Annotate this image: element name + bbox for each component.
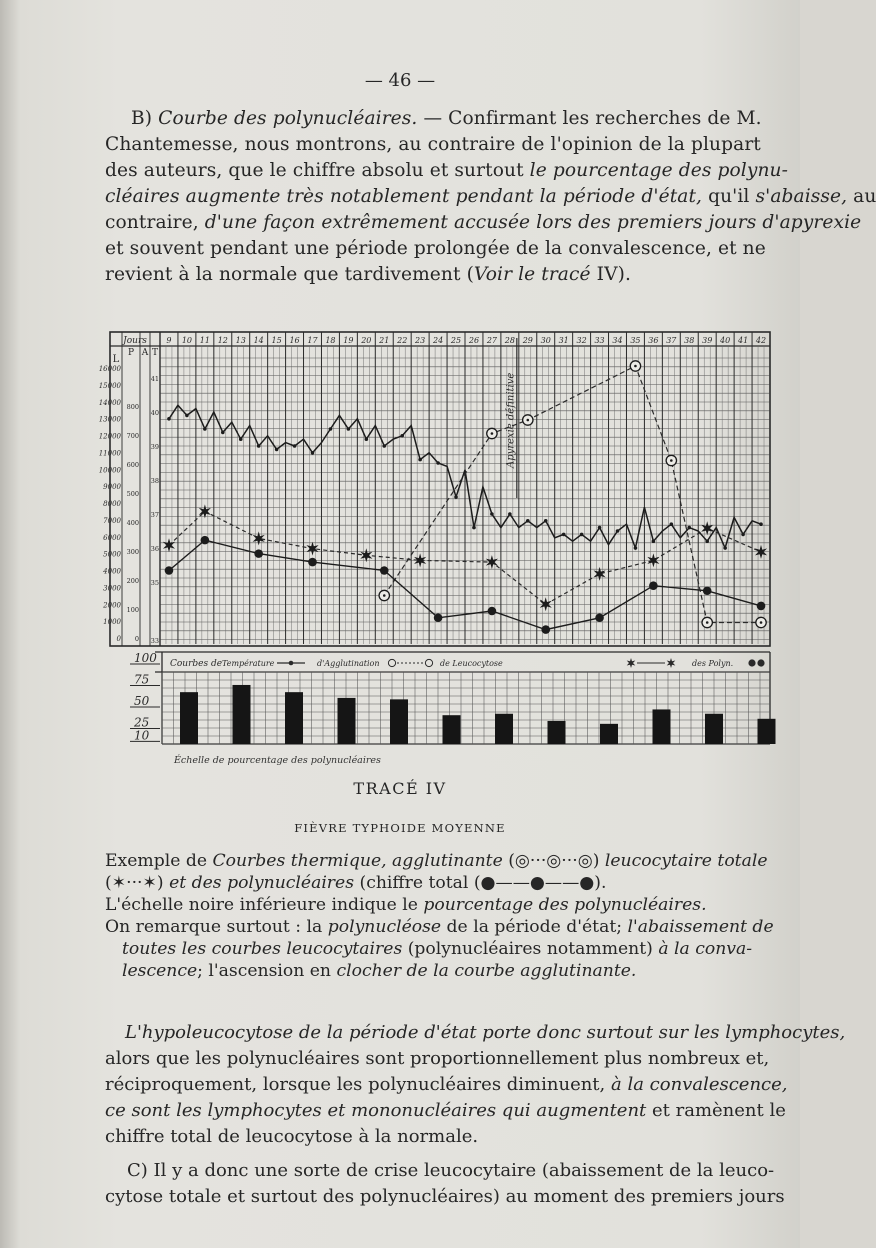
day-label: 42 [755,336,767,345]
day-label: 21 [379,336,390,345]
polynuclear-point [703,586,712,595]
leuco-tick-label: 8000 [103,500,121,508]
leuco-axis-header: L [112,354,120,365]
para1-line2: Chantemesse, nous montrons, au contraire de l'opinion de la plupart [105,134,761,155]
temperature-point [365,437,369,441]
pulse-tick-label: 700 [126,432,139,440]
day-label: 30 [540,336,551,345]
agglutination-point-center [706,621,709,624]
temperature-point [167,417,171,421]
day-label: 38 [684,336,695,345]
agglutination-point-center [383,594,386,597]
leuco-tick-label: 5000 [103,550,121,559]
agglutination-point-center [491,432,494,435]
temp-tick-label: 38 [150,477,159,485]
pulse-tick-label: 800 [126,403,139,411]
temperature-point [508,512,512,516]
scale-caption: Échelle de pourcentage des polynucléaires [174,755,381,766]
temperature-point [759,522,763,526]
day-label: 24 [432,336,444,345]
para1-line7: revient à la normale que tardivement (Voir le tracé IV). [105,264,631,285]
para2-line5: chiffre total de leucocytose à la normale. [105,1126,479,1147]
temp-tick-label: 39 [150,443,159,451]
scale-tick-label: 100 [134,651,157,665]
percent-bar [443,715,461,744]
scale-tick-label: 75 [134,672,150,687]
agglutination-point-center [634,365,637,368]
scale-tick-label: 50 [134,694,150,708]
day-label: 40 [720,336,731,345]
day-label: 22 [397,336,408,345]
temperature-point [275,448,279,452]
leuco-tick-label: 14000 [98,398,121,407]
leuco-tick-label: 2000 [103,601,121,610]
temperature-point [400,434,404,438]
pulse-tick-label: 600 [126,461,139,469]
day-label: 25 [450,336,462,345]
para1-line1: B) Courbe des polynucléaires. — Confirmant les recherches de M. [131,108,762,129]
temperature-point [293,444,297,448]
para1-line4: cléaires augmente très notablement pendant la période d'état, qu'il s'abaisse, au [105,186,876,207]
day-label: 18 [325,336,336,345]
para2-line3: réciproquement, lorsque les polynucléaires diminuent, à la convalescence, [105,1074,788,1095]
temperature-point [490,512,494,516]
temperature-point [634,546,638,550]
polynuclear-point [649,581,658,590]
temperature-point [418,458,422,462]
temp-tick-label: 41 [150,375,159,383]
leuco-tick-label: 15000 [98,381,121,390]
polynuclear-point [757,602,766,611]
percent-bar [758,719,776,744]
temperature-point [203,427,207,431]
legend-agglu-marker [388,659,395,666]
polynuclear-point [308,558,317,567]
polynuclear-point [434,613,443,622]
leuco-tick-label: 9000 [103,483,121,492]
temperature-point [544,519,548,523]
agglutination-point-center [526,419,529,422]
legend-poly-marker-end [757,659,764,666]
day-label: 28 [504,336,515,345]
percent-bar [180,692,198,744]
agglutination-point-center [760,621,763,624]
day-label: 11 [199,336,210,345]
polynuclear-point [595,613,604,622]
temperature-point [311,451,315,455]
page-number: — 46 — [364,70,436,91]
temperature-point [329,427,333,431]
percent-bar [285,692,303,744]
day-label: 39 [702,336,713,345]
polynuclear-point [488,607,497,616]
apyrexie-annotation: Apyrexie définitive [505,372,517,468]
temperature-point [257,444,261,448]
temp-tick-label: 35 [150,579,159,587]
temp-axis-header: T [151,348,159,358]
leucocytosis-point [486,555,498,569]
pulse-tick-label: 500 [126,490,139,498]
para1-line3: des auteurs, que le chiffre absolu et surtout le pourcentage des polynu- [105,160,788,181]
percent-bar [495,714,513,744]
legend-leuco-label: de Leucocytose [440,659,503,668]
temperature-point [598,526,602,530]
percent-bar [548,721,566,744]
leuco-tick-label: 0 [116,635,121,643]
para2-line1: L'hypoleucocytose de la période d'état porte donc surtout sur les lymphocytes, [125,1022,846,1043]
day-label: 12 [217,336,228,345]
day-label: 10 [181,336,193,345]
pulse-tick-label: 200 [126,577,139,585]
pulse-tick-label: 300 [126,548,139,556]
day-label: 36 [648,336,659,345]
temperature-point [239,437,243,441]
polynuclear-point [254,549,263,558]
leucocytosis-point [253,531,265,545]
legend-line6: lescence; l'ascension en clocher de la courbe agglutinante. [122,961,637,981]
para1-line5: contraire, d'une façon extrêmement accusée lors des premiers jours d'apyrexie [105,212,862,233]
fever-chart [100,318,790,780]
percent-bar [390,699,408,744]
temperature-point [687,526,691,530]
day-label: 13 [235,336,246,345]
leuco-tick-label: 3000 [103,584,121,593]
day-label: 9 [166,336,172,345]
legend-temp-label: Température [222,659,275,668]
day-label: 15 [271,336,282,345]
legend-line1: Exemple de Courbes thermique, agglutinante (◎···◎···◎) leucocytaire totale [105,851,768,871]
temp-tick-label: 40 [150,409,159,417]
agglu-axis-header: A [141,348,149,358]
day-label: 16 [289,336,300,345]
leuco-tick-label: 16000 [98,365,121,373]
temperature-point [616,529,620,533]
day-label: 32 [576,336,587,345]
percent-bar [338,698,356,744]
para2-line2: alors que les polynucléaires sont proportionnellement plus nombreux et, [105,1048,770,1069]
scale-tick-label: 25 [134,715,150,730]
temperature-point [723,546,727,550]
temperature-point [221,431,225,435]
leuco-tick-label: 12000 [98,432,121,441]
legend-leuco-star [627,658,636,668]
temp-tick-label: 37 [150,511,159,519]
temperature-point [382,444,386,448]
pulse-tick-label: 100 [126,606,139,614]
legend-leuco-star-end [667,658,676,668]
pulse-axis-header: P [127,348,135,358]
day-label: 19 [343,336,354,345]
leuco-tick-label: 4000 [103,567,121,576]
leuco-tick-label: 13000 [98,415,121,424]
day-label: 23 [415,336,426,345]
leuco-tick-label: 1000 [103,618,121,627]
leucocytosis-point [701,521,713,535]
polynuclear-point [201,536,210,545]
temperature-point [580,533,584,537]
leuco-tick-label: 6000 [103,533,121,542]
temperature-point [526,519,530,523]
day-label: 27 [486,336,498,345]
temp-tick-label: 33 [150,637,159,645]
para2-line4: ce sont les lymphocytes et mononucléaires qui augmentent et ramènent le [105,1100,786,1121]
percent-bar [653,709,671,744]
day-label: 34 [612,336,623,345]
leuco-tick-label: 7000 [103,516,121,525]
leuco-tick-label: 10000 [98,466,121,475]
legend-line2: (✶···✶) et des polynucléaires (chiffre total (●——●——●). [105,873,607,893]
legend-line5: toutes les courbes leucocytaires (polynucléaires notamment) à la conva- [122,939,753,959]
legend-line3: L'échelle noire inférieure indique le pourcentage des polynucléaires. [105,895,707,915]
scale-tick-label: 10 [134,728,150,743]
legend-poly-label: des Polyn. [692,659,734,668]
chart-frame [110,332,770,646]
temp-tick-label: 36 [150,545,159,553]
temperature-point [741,533,745,537]
temperature-point [652,539,656,543]
temperature-point [562,533,566,537]
legend-agglu-label: d'Agglutination [317,659,380,668]
day-label: 31 [558,336,569,345]
leucocytosis-point [755,545,767,559]
temperature-point [705,539,709,543]
polynuclear-point [541,625,550,634]
para3-line2: cytose totale et surtout des polynucléaires) au moment des premiers jours [105,1186,785,1207]
polynuclear-point [380,566,389,575]
jours-header: Jours [123,336,147,346]
day-label: 26 [468,336,480,345]
temperature-point [347,427,351,431]
temperature-point [670,522,674,526]
temperature-point [436,461,440,465]
day-label: 33 [594,336,605,345]
temperature-point [185,414,189,418]
percent-bar [705,714,723,744]
temperature-point [472,526,476,530]
day-label: 37 [666,336,677,345]
figure-title: TRACÉ IV [353,779,447,798]
pulse-tick-label: 400 [126,519,139,527]
agglutination-point-center [670,459,673,462]
legend-poly-marker [748,659,755,666]
day-label: 14 [253,336,264,345]
figure-subtitle: FIÈVRE TYPHOIDE MOYENNE [294,821,506,835]
day-label: 35 [630,336,641,345]
percent-bar [600,724,618,744]
para1-line6: et souvent pendant une période prolongée de la convalescence, et ne [105,238,766,259]
legend-line4: On remarque surtout : la polynucléose de la période d'état; l'abaissement de [105,917,774,937]
polynuclear-point [165,566,174,575]
pulse-tick-label: 0 [134,635,139,643]
day-label: 20 [361,336,372,345]
para3-line1: C) Il y a donc une sorte de crise leucocytaire (abaissement de la leuco- [127,1160,775,1181]
temperature-point [454,495,458,499]
day-label: 17 [307,336,318,345]
legend-agglu-marker-end [425,659,432,666]
day-label: 29 [522,336,533,345]
percent-bar [233,685,251,744]
leuco-tick-label: 11000 [98,449,121,458]
legend-prefix: Courbes de [170,659,223,669]
day-label: 41 [737,336,749,345]
legend-temp-marker [289,661,294,666]
leucocytosis-point [163,538,175,552]
